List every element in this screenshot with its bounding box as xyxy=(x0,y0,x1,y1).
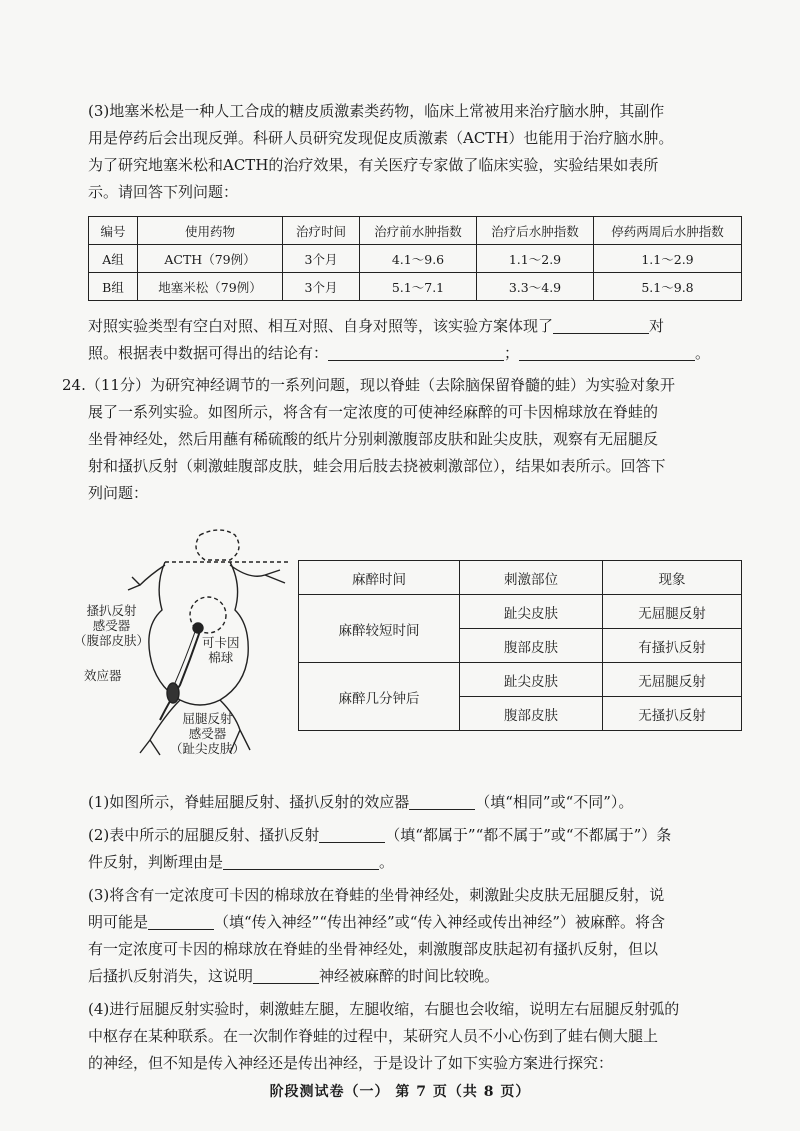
table-cell: 地塞米松（79例） xyxy=(138,273,283,301)
scratch-reflex-receptor-label xyxy=(74,603,149,648)
table-header-cell: 治疗后水肿指数 xyxy=(477,217,594,245)
table-cell: B组 xyxy=(89,273,138,301)
spinal-frog-figure xyxy=(70,525,295,760)
page-footer: 阶段测试卷（一） 第 7 页（共 8 页） xyxy=(269,1084,531,1100)
label-line: 棉球 xyxy=(208,650,234,665)
table-cell: 无搔扒反射 xyxy=(603,697,742,731)
effector-label: 效应器 xyxy=(84,668,122,683)
table-header-cell: 刺激部位 xyxy=(460,561,603,595)
table-cell: 趾尖皮肤 xyxy=(460,595,603,629)
text-line: (4)进行屈腿反射实验时，刺激蛙左腿，左腿收缩，右腿也会收缩，说明左右屈腿反射弧的 xyxy=(88,1000,680,1018)
text-line xyxy=(88,822,748,849)
table-header-cell: 治疗前水肿指数 xyxy=(360,217,477,245)
text-run: （填“都属于”“都不属于”或“不都属于”）条 xyxy=(385,826,672,844)
answer-blank[interactable] xyxy=(148,912,214,930)
text-line: 的神经，但不知是传入神经还是传出神经，于是设计了如下实验方案进行探究： xyxy=(88,1054,614,1072)
table-row xyxy=(89,273,742,301)
table-cell: 5.1～7.1 xyxy=(360,273,477,301)
label-line: 感受器 xyxy=(188,726,227,741)
table-cell: 4.1～9.6 xyxy=(360,245,477,273)
answer-blank[interactable] xyxy=(553,316,649,334)
text-run: （填“传入神经”“传出神经”或“传入神经或传出神经”）被麻醉。将含 xyxy=(214,913,666,931)
text-run: 件反射，判断理由是 xyxy=(88,853,224,871)
text-line xyxy=(88,313,738,340)
table-header-cell: 现象 xyxy=(603,561,742,595)
text-run: 。 xyxy=(379,853,395,871)
table-cell: 趾尖皮肤 xyxy=(460,663,603,697)
table-header-cell: 治疗时间 xyxy=(283,217,360,245)
text-line: (3)地塞米松是一种人工合成的糖皮质激素类药物，临床上常被用来治疗脑水肿，其副作 xyxy=(88,102,665,120)
table-cell: 5.1～9.8 xyxy=(594,273,742,301)
table-row xyxy=(89,245,742,273)
text-run: 明可能是 xyxy=(88,913,149,931)
label-line: （趾尖皮肤） xyxy=(170,741,246,756)
text-line xyxy=(88,963,748,990)
table-cell: 腹部皮肤 xyxy=(460,697,603,731)
table-header-row xyxy=(299,561,742,595)
text-line: 中枢存在某种联系。在一次制作脊蛙的过程中，某研究人员不小心伤到了蛙右侧大腿上 xyxy=(88,1027,659,1045)
text-run: 照。根据表中数据可得出的结论有： xyxy=(88,344,329,362)
text-line xyxy=(88,789,748,816)
label-line: 可卡因 xyxy=(202,635,240,650)
q23-answer-text xyxy=(88,313,738,367)
text-run: (2)表中所示的屈腿反射、搔扒反射 xyxy=(88,826,320,844)
q24-questions xyxy=(88,789,748,1077)
text-run: 神经被麻醉的时间比较晚。 xyxy=(319,967,500,985)
table-row xyxy=(299,595,742,629)
flexion-reflex-receptor-label xyxy=(170,711,245,756)
table-header-row xyxy=(89,217,742,245)
q24-intro xyxy=(62,372,742,507)
answer-blank[interactable] xyxy=(319,825,385,843)
treatment-results-table xyxy=(88,216,742,301)
label-line: （腹部皮肤） xyxy=(74,633,150,648)
label-line: 感受器 xyxy=(92,618,131,633)
text-line: 用是停药后会出现反弹。科研人员研究发现促皮质激素（ACTH）也能用于治疗脑水肿。 xyxy=(88,129,674,147)
text-run: 对 xyxy=(649,317,665,335)
text-run: 后搔扒反射消失，这说明 xyxy=(88,967,254,985)
text-run: (1)如图所示，脊蛙屈腿反射、搔扒反射的效应器 xyxy=(88,793,410,811)
answer-blank[interactable] xyxy=(253,966,319,984)
text-line: (3)将含有一定浓度可卡因的棉球放在脊蛙的坐骨神经处，刺激趾尖皮肤无屈腿反射，说 xyxy=(88,886,665,904)
text-line: 24.（11分）为研究神经调节的一系列问题，现以脊蛙（去除脑保留脊髓的蛙）为实验对象开 xyxy=(62,376,675,394)
text-run: 。 xyxy=(695,344,711,362)
table-cell: 3.3～4.9 xyxy=(477,273,594,301)
text-line: 示。请回答下列问题： xyxy=(88,183,239,201)
label-line: 屈腿反射 xyxy=(182,711,233,726)
text-line: 列问题： xyxy=(88,484,149,502)
table-header-cell: 编号 xyxy=(89,217,138,245)
text-line xyxy=(88,909,748,936)
text-line: 为了研究地塞米松和ACTH的治疗效果，有关医疗专家做了临床实验，实验结果如表所 xyxy=(88,156,659,174)
table-cell: 无屈腿反射 xyxy=(603,595,742,629)
answer-blank[interactable] xyxy=(519,343,695,361)
label-line: 搔扒反射 xyxy=(86,603,137,618)
table-cell: 麻醉几分钟后 xyxy=(299,663,460,731)
text-line: 坐骨神经处，然后用蘸有稀硫酸的纸片分别刺激腹部皮肤和趾尖皮肤，观察有无屈腿反 xyxy=(88,430,659,448)
text-line xyxy=(88,340,738,367)
text-line: 射和搔扒反射（刺激蛙腹部皮肤，蛙会用后肢去挠被刺激部位），结果如表所示。回答下 xyxy=(88,457,666,475)
q23-part3-text xyxy=(88,98,738,206)
text-run: 对照实验类型有空白对照、相互对照、自身对照等，该实验方案体现了 xyxy=(88,317,554,335)
table-header-cell: 麻醉时间 xyxy=(299,561,460,595)
text-line: 展了一系列实验。如图所示，将含有一定浓度的可使神经麻醉的可卡因棉球放在脊蛙的 xyxy=(88,403,659,421)
table-cell: 1.1～2.9 xyxy=(477,245,594,273)
answer-blank[interactable] xyxy=(409,792,475,810)
table-cell: 无屈腿反射 xyxy=(603,663,742,697)
cocaine-cotton-label xyxy=(202,635,240,665)
table-cell: 有搔扒反射 xyxy=(603,629,742,663)
table-cell: ACTH（79例） xyxy=(138,245,283,273)
table-cell: 麻醉较短时间 xyxy=(299,595,460,663)
table-cell: 腹部皮肤 xyxy=(460,629,603,663)
answer-blank[interactable] xyxy=(328,343,504,361)
table-cell: 1.1～2.9 xyxy=(594,245,742,273)
table-header-cell: 使用药物 xyxy=(138,217,283,245)
text-line xyxy=(88,849,748,876)
table-cell: 3个月 xyxy=(283,245,360,273)
table-cell: A组 xyxy=(89,245,138,273)
table-cell: 3个月 xyxy=(283,273,360,301)
text-line: 有一定浓度可卡因的棉球放在脊蛙的坐骨神经处，刺激腹部皮肤起初有搔扒反射，但以 xyxy=(88,940,659,958)
text-run: ； xyxy=(504,344,520,362)
anesthesia-results-table xyxy=(298,560,742,731)
text-run: （填“相同”或“不同”）。 xyxy=(475,793,634,811)
table-row xyxy=(299,663,742,697)
answer-blank[interactable] xyxy=(223,852,379,870)
table-header-cell: 停药两周后水肿指数 xyxy=(594,217,742,245)
